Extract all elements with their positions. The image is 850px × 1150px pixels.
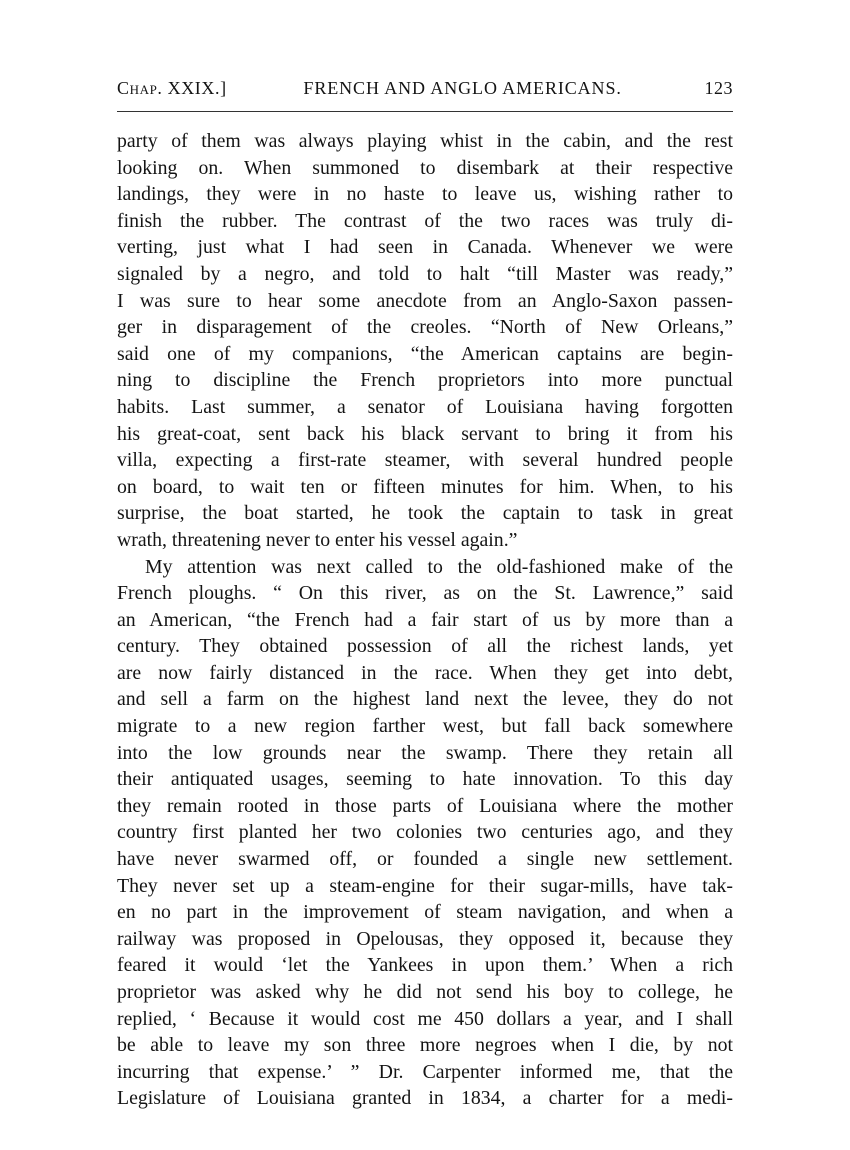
header-rule (117, 111, 733, 112)
text-line: signaled by a negro, and told to halt “till Master was ready,” (117, 262, 733, 285)
text-line: I was sure to hear some anecdote from an Anglo-Saxon passen- (117, 289, 733, 312)
text-line: their antiquated usages, seeming to hate innovation. To this day (117, 768, 733, 791)
text-line: ger in disparagement of the creoles. “North of New Orleans,” (117, 316, 733, 339)
text-line: party of them was always playing whist in the cabin, and the rest (117, 130, 733, 152)
text-line: they remain rooted in those parts of Louisiana where the mother (117, 794, 733, 817)
text-line: and sell a farm on the highest land next the levee, they do not (117, 688, 733, 711)
page-number: 123 (704, 78, 733, 98)
text-line: replied, ‘ Because it would cost me 450 dollars a year, and I shall (117, 1007, 733, 1030)
text-line: ning to discipline the French proprietors into more punctual (117, 369, 733, 392)
text-line: landings, they were in no haste to leave us, wishing rather to (117, 183, 733, 206)
text-line: into the low grounds near the swamp. There they retain all (117, 741, 733, 764)
text-line: an American, “the French had a fair start of us by more than a (117, 608, 733, 631)
text-line: Legislature of Louisiana granted in 1834, a charter for a medi- (117, 1087, 733, 1110)
text-line: migrate to a new region farther west, but fall back somewhere (117, 715, 733, 738)
text-line: country first planted her two colonies two centuries ago, and they (117, 821, 733, 844)
text-line: proprietor was asked why he did not send his boy to college, he (117, 981, 733, 1003)
text-line: looking on. When summoned to disembark at their respective (117, 156, 733, 179)
text-line: on board, to wait ten or fifteen minutes for him. When, to his (117, 475, 733, 498)
text-line: villa, expecting a first-rate steamer, with several hundred people (117, 449, 733, 472)
text-line: incurring that expense.’ ” Dr. Carpenter informed me, that the (117, 1060, 733, 1083)
running-head (117, 78, 733, 102)
running-title: FRENCH AND ANGLO AMERICANS. (303, 78, 622, 98)
text-line: French ploughs. “ On this river, as on the St. Lawrence,” said (117, 582, 733, 605)
chapter-reference: Chap. XXIX.] (117, 78, 227, 98)
text-line: feared it would ‘let the Yankees in upon them.’ When a rich (117, 954, 733, 977)
text-line: surprise, the boat started, he took the captain to task in great (117, 502, 733, 525)
text-line: said one of my companions, “the American captains are begin- (117, 342, 733, 365)
body-text (117, 128, 733, 1112)
paragraph (117, 554, 733, 1112)
text-line: verting, just what I had seen in Canada. Whenever we were (117, 236, 733, 259)
text-line: My attention was next called to the old-fashioned make of the (145, 555, 733, 578)
text-line: railway was proposed in Opelousas, they opposed it, because they (117, 927, 733, 950)
text-line: en no part in the improvement of steam navigation, and when a (117, 901, 733, 924)
text-line: finish the rubber. The contrast of the two races was truly di- (117, 209, 733, 232)
text-line: wrath, threatening never to enter his vessel again.” (117, 528, 518, 551)
text-line: habits. Last summer, a senator of Louisiana having forgotten (117, 395, 733, 418)
text-line: They never set up a steam-engine for their sugar-mills, have tak- (117, 874, 733, 897)
text-line: are now fairly distanced in the race. When they get into debt, (117, 661, 733, 684)
text-line: be able to leave my son three more negroes when I die, by not (117, 1034, 733, 1057)
paragraph (117, 128, 733, 554)
text-line: his great-coat, sent back his black servant to bring it from his (117, 422, 733, 445)
text-line: century. They obtained possession of all the richest lands, yet (117, 635, 733, 658)
text-line: have never swarmed off, or founded a single new settlement. (117, 848, 733, 871)
